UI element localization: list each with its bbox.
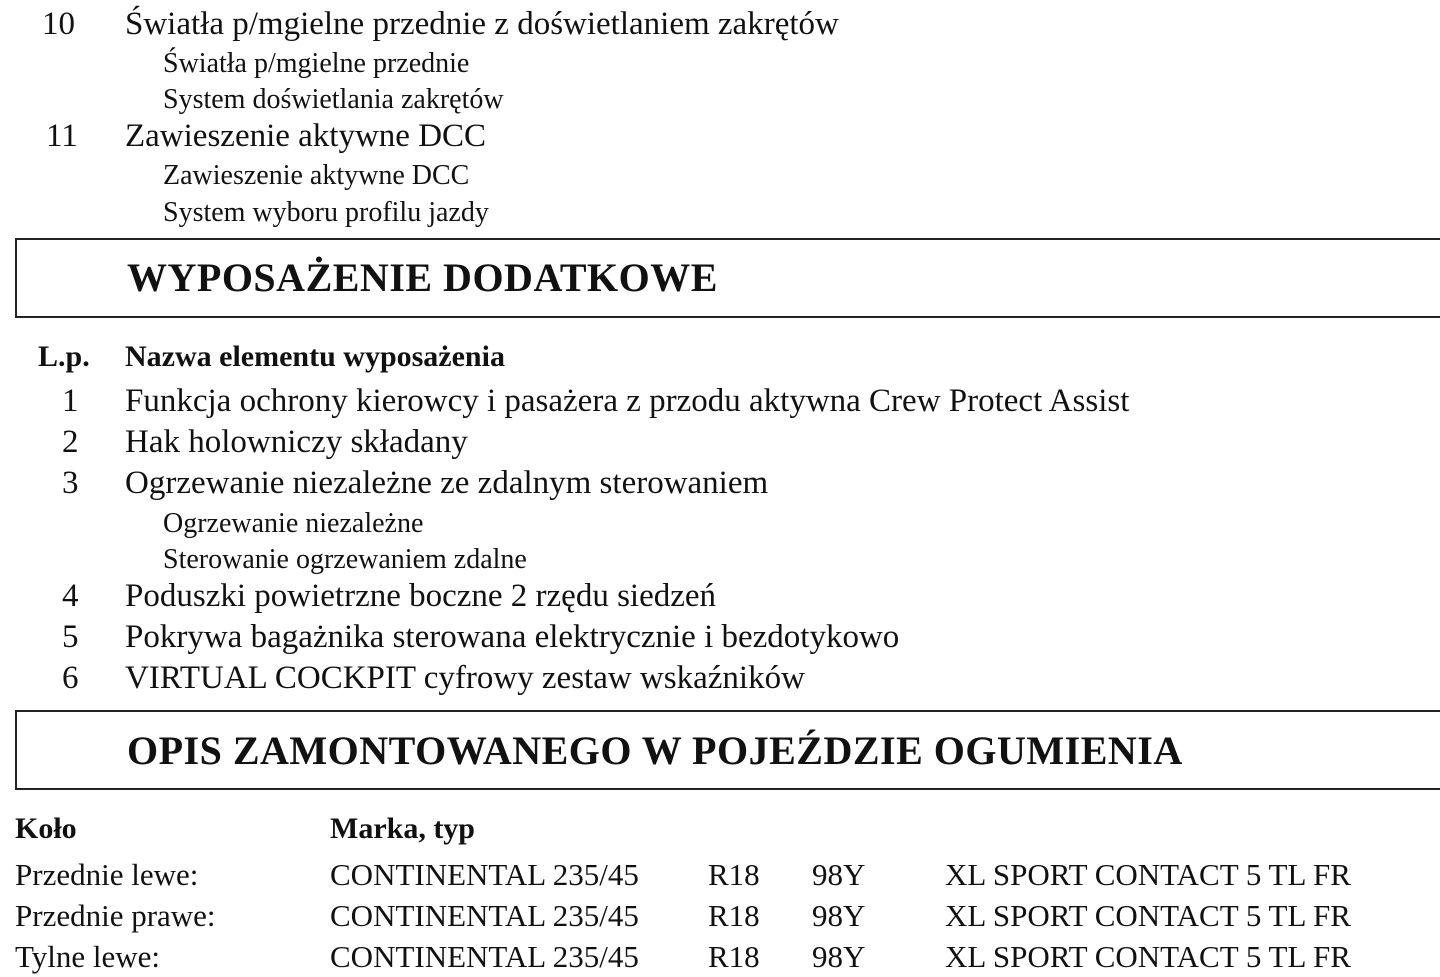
item-number: 3 <box>62 465 79 501</box>
item-number: 10 <box>42 6 75 42</box>
tyre-brand-size: CONTINENTAL 235/45 <box>330 857 639 892</box>
tyre-rim: R18 <box>708 939 760 974</box>
section-header-tyres <box>15 710 1440 790</box>
column-header-wheel: Koło <box>15 812 77 845</box>
item-sub: Sterowanie ogrzewaniem zdalne <box>163 544 527 575</box>
item-number: 4 <box>62 578 79 614</box>
section-header-additional <box>15 238 1440 318</box>
tyre-index: 98Y <box>812 857 866 892</box>
tyre-model: XL SPORT CONTACT 5 TL FR <box>945 898 1351 933</box>
tyre-model: XL SPORT CONTACT 5 TL FR <box>945 857 1351 892</box>
section-title: OPIS ZAMONTOWANEGO W POJEŹDZIE OGUMIENIA <box>127 728 1183 773</box>
tyre-brand-size: CONTINENTAL 235/45 <box>330 939 639 974</box>
tyre-brand-size: CONTINENTAL 235/45 <box>330 898 639 933</box>
item-sub: System wyboru profilu jazdy <box>163 197 489 228</box>
tyre-rim: R18 <box>708 857 760 892</box>
tyre-rim: R18 <box>708 898 760 933</box>
column-header-brand: Marka, typ <box>330 812 475 845</box>
item-number: 5 <box>62 619 79 655</box>
item-number: 11 <box>46 118 78 154</box>
tyre-model: XL SPORT CONTACT 5 TL FR <box>945 939 1351 974</box>
item-name: Hak holowniczy składany <box>125 424 468 460</box>
item-sub: System doświetlania zakrętów <box>163 84 504 115</box>
item-number: 1 <box>62 383 79 419</box>
item-number: 2 <box>62 424 79 460</box>
item-sub: Zawieszenie aktywne DCC <box>163 160 470 191</box>
wheel-position: Przednie prawe: <box>15 898 216 933</box>
item-sub: Światła p/mgielne przednie <box>163 48 470 79</box>
tyre-index: 98Y <box>812 939 866 974</box>
column-header-lp: L.p. <box>38 340 90 373</box>
item-name: Funkcja ochrony kierowcy i pasażera z przodu aktywna Crew Protect Assist <box>125 383 1130 419</box>
item-name: Ogrzewanie niezależne ze zdalnym sterowaniem <box>125 465 769 501</box>
wheel-position: Przednie lewe: <box>15 857 199 892</box>
item-sub: Ogrzewanie niezależne <box>163 508 424 539</box>
tyre-index: 98Y <box>812 898 866 933</box>
item-name: Zawieszenie aktywne DCC <box>125 118 487 154</box>
column-header-name: Nazwa elementu wyposażenia <box>125 340 505 373</box>
item-name: Pokrywa bagażnika sterowana elektrycznie i bezdotykowo <box>125 619 900 655</box>
item-name: Poduszki powietrzne boczne 2 rzędu siedzeń <box>125 578 717 614</box>
section-title: WYPOSAŻENIE DODATKOWE <box>127 255 718 300</box>
item-name: Światła p/mgielne przednie z doświetlaniem zakrętów <box>125 6 839 42</box>
wheel-position: Tylne lewe: <box>15 939 161 974</box>
item-number: 6 <box>62 660 79 696</box>
item-name: VIRTUAL COCKPIT cyfrowy zestaw wskaźników <box>125 660 805 696</box>
